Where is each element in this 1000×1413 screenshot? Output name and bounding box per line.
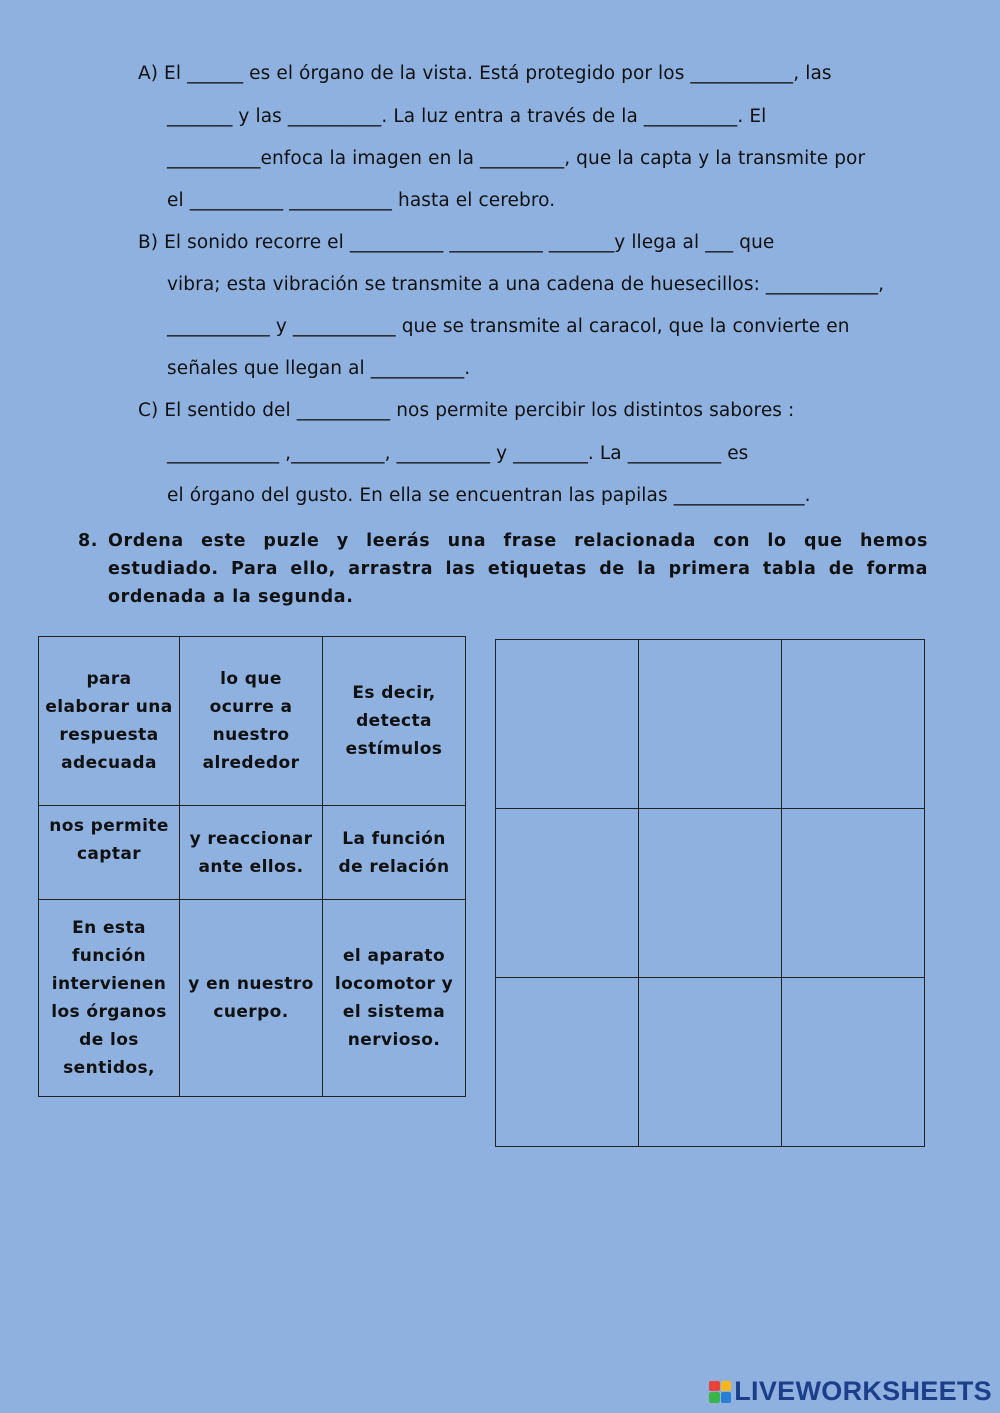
puzzle-tile[interactable]: La función de relación [323,806,466,900]
line-a1: A) El ______ es el órgano de la vista. Está protegido por los ___________, las [138,63,832,84]
drop-zone[interactable] [782,640,925,809]
question-text: Ordena este puzle y leerás una frase relacionada con lo que hemos estudiado. Para ello, arrastra las etiquetas de la primera tabla de forma ordenada a la segunda. [108,531,928,607]
line-b1: B) El sonido recorre el __________ __________ _______y llega al ___ que [138,232,775,253]
liveworksheets-logo [709,1376,992,1407]
drop-zone[interactable] [496,640,639,809]
line-c1: C) El sentido del __________ nos permite percibir los distintos sabores : [138,400,795,421]
puzzle-tile[interactable]: Es decir, detecta estímulos [323,637,466,806]
line-a2: _______ y las __________. La luz entra a través de la __________. El [167,106,767,127]
line-c3: el órgano del gusto. En ella se encuentran las papilas ______________. [167,485,811,506]
line-c2: ____________ ,__________, __________ y ________. La __________ es [167,443,749,464]
drop-zone[interactable] [496,978,639,1147]
puzzle-tile[interactable]: y reaccionar ante ellos. [180,806,323,900]
drop-zone[interactable] [639,978,782,1147]
drop-zone[interactable] [782,978,925,1147]
drop-zone[interactable] [496,809,639,978]
puzzle-tile[interactable]: el aparato locomotor y el sistema nervioso. [323,900,466,1097]
brand-name: LIVEWORKSHEETS [734,1376,992,1406]
line-b4: señales que llegan al __________. [167,358,471,379]
liveworksheets-logo-icon [709,1381,731,1403]
puzzle-tile[interactable]: y en nuestro cuerpo. [180,900,323,1097]
answer-grid [495,639,925,1147]
puzzle-tile[interactable]: para elaborar una respuesta adecuada [39,637,180,806]
drop-zone[interactable] [639,809,782,978]
question-number: 8. [78,531,99,551]
puzzle-tile[interactable]: nos permite captar [39,806,180,900]
line-a3: __________enfoca la imagen en la _________, que la capta y la transmite por [167,148,866,169]
puzzle-tile[interactable]: lo que ocurre a nuestro alrededor [180,637,323,806]
line-b2: vibra; esta vibración se transmite a una cadena de huesecillos: ____________, [167,274,885,295]
puzzle-table [38,636,466,1097]
line-a4: el __________ ___________ hasta el cerebro. [167,190,556,211]
question-8 [78,527,928,611]
line-b3: ___________ y ___________ que se transmite al caracol, que la convierte en [167,316,850,337]
drop-zone[interactable] [639,640,782,809]
puzzle-tile[interactable]: En esta función intervienen los órganos de los sentidos, [39,900,180,1097]
drop-zone[interactable] [782,809,925,978]
